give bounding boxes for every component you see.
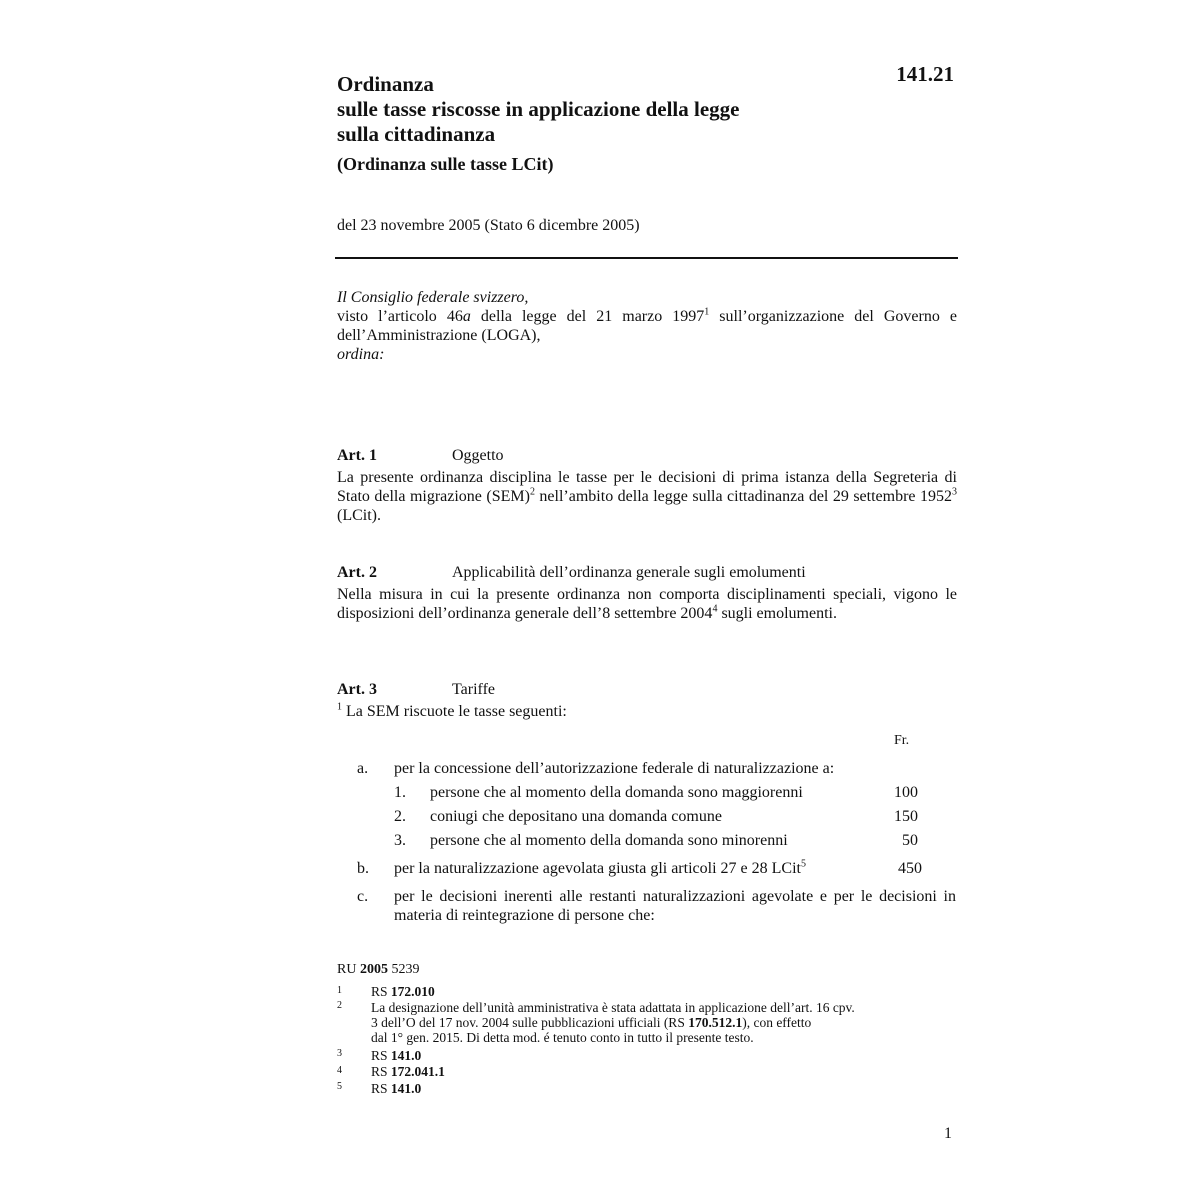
footnote-ref[interactable]: 3 <box>952 486 958 498</box>
tariff-amount: 50 <box>902 832 918 849</box>
tariff-item-text: per le decisioni inerenti alle restanti naturalizzazioni agevolate e per le decisioni in materia di reintegrazione di persone che: <box>394 888 956 924</box>
footnote-number: 1 <box>337 985 342 996</box>
header-divider <box>335 257 958 259</box>
article-number: Art. 1 <box>337 447 377 464</box>
title-line: Ordinanza <box>337 72 434 96</box>
title-line: sulle tasse riscosse in applicazione della legge <box>337 97 740 121</box>
article-title: Tariffe <box>452 681 495 698</box>
tariff-subitem-number: 2. <box>394 808 406 825</box>
preamble-basis: visto l’articolo 46a della legge del 21 marzo 1997$^1$ sull’organizzazione del Governo e dell’Amministrazione (LOGA), <box>337 306 957 344</box>
tariff-amount: 100 <box>894 784 918 801</box>
title-line: sulla cittadinanza <box>337 122 496 146</box>
footnote-number: 4 <box>337 1065 342 1076</box>
footnote-text: RS 141.0 <box>371 1048 422 1063</box>
article-number: Art. 2 <box>337 564 377 581</box>
footnote-text: RS 172.010 <box>371 984 435 999</box>
article-title: Applicabilità dell’ordinanza generale sugli emolumenti <box>452 564 806 581</box>
page-number: 1 <box>944 1125 952 1142</box>
tariff-subitem-number: 3. <box>394 832 406 849</box>
tariff-subitem-text: coniugi che depositano una domanda comune <box>430 808 722 825</box>
tariff-subitem-text: persone che al momento della domanda sono maggiorenni <box>430 784 803 801</box>
preamble <box>337 288 957 364</box>
date-line: del 23 novembre 2005 (Stato 6 dicembre 2005) <box>337 217 640 234</box>
short-title: (Ordinanza sulle tasse LCit) <box>337 154 554 174</box>
tariff-amount: 150 <box>894 808 918 825</box>
tariff-item-letter: c. <box>357 888 369 905</box>
article-number: Art. 3 <box>337 681 377 698</box>
tariff-subitem-text: persone che al momento della domanda sono minorenni <box>430 832 788 849</box>
tariff-item-letter: b. <box>357 860 369 877</box>
footnote-text: RS 172.041.1 <box>371 1064 445 1079</box>
footnote-ref[interactable]: 1 <box>704 306 710 318</box>
article-1 <box>337 446 957 525</box>
article-body: Nella misura in cui la presente ordinanza non comporta disciplinamenti speciali, vigono le disposizioni dell’ordinanza generale dell’8 settembre 2004$^4$ sugli emolumenti. <box>337 586 957 622</box>
tariff-item-text: per la concessione dell’autorizzazione federale di naturalizzazione a: <box>394 760 835 777</box>
document-title <box>337 72 897 175</box>
article-3 <box>337 680 957 721</box>
article-body: La presente ordinanza disciplina le tasse per le decisioni di prima istanza della Segreteria di Stato della migrazione (SEM)$^2$ nell’ambito della legge sulla cittadinanza del 29 settembre 1952$^3$ (LCit). <box>337 469 958 524</box>
footnote-number: 5 <box>337 1081 342 1092</box>
currency-label: Fr. <box>894 733 910 748</box>
footnote-ref[interactable]: 2 <box>529 486 535 498</box>
sr-number: 141.21 <box>896 62 954 86</box>
preamble-ordina: ordina: <box>337 346 385 363</box>
tariff-amount: 450 <box>898 860 922 877</box>
footnote-text: RS 141.0 <box>371 1081 422 1096</box>
footnote-number: 3 <box>337 1048 342 1059</box>
footnote-text: La designazione dell’unità amministrativa è stata adattata in applicazione dell’art. 16 cpv. 3 dell’O del 17 nov. 2004 sulle pubblicazioni ufficiali (RS 170.512.1), con effetto dal 1° gen. 2015. Di detta mod. é tenuto conto in tutto il presente testo. <box>371 1000 855 1045</box>
tariff-subitem-number: 1. <box>394 784 406 801</box>
paragraph-number: 1 <box>337 701 342 713</box>
ru-reference: RU 2005 5239 <box>337 962 420 977</box>
tariff-item-letter: a. <box>357 760 369 777</box>
footnote-ref[interactable]: 5 <box>800 858 806 870</box>
footnote-ref[interactable]: 4 <box>712 603 718 615</box>
article-paragraph: $^1$ La SEM riscuote le tasse seguenti: <box>337 701 567 720</box>
preamble-authority: Il Consiglio federale svizzero, <box>337 289 529 306</box>
footnote-number: 2 <box>337 1000 342 1011</box>
article-title: Oggetto <box>452 447 504 464</box>
tariff-item-text: per la naturalizzazione agevolata giusta gli articoli 27 e 28 LCit$^5$ <box>394 858 806 877</box>
article-2 <box>337 563 957 623</box>
